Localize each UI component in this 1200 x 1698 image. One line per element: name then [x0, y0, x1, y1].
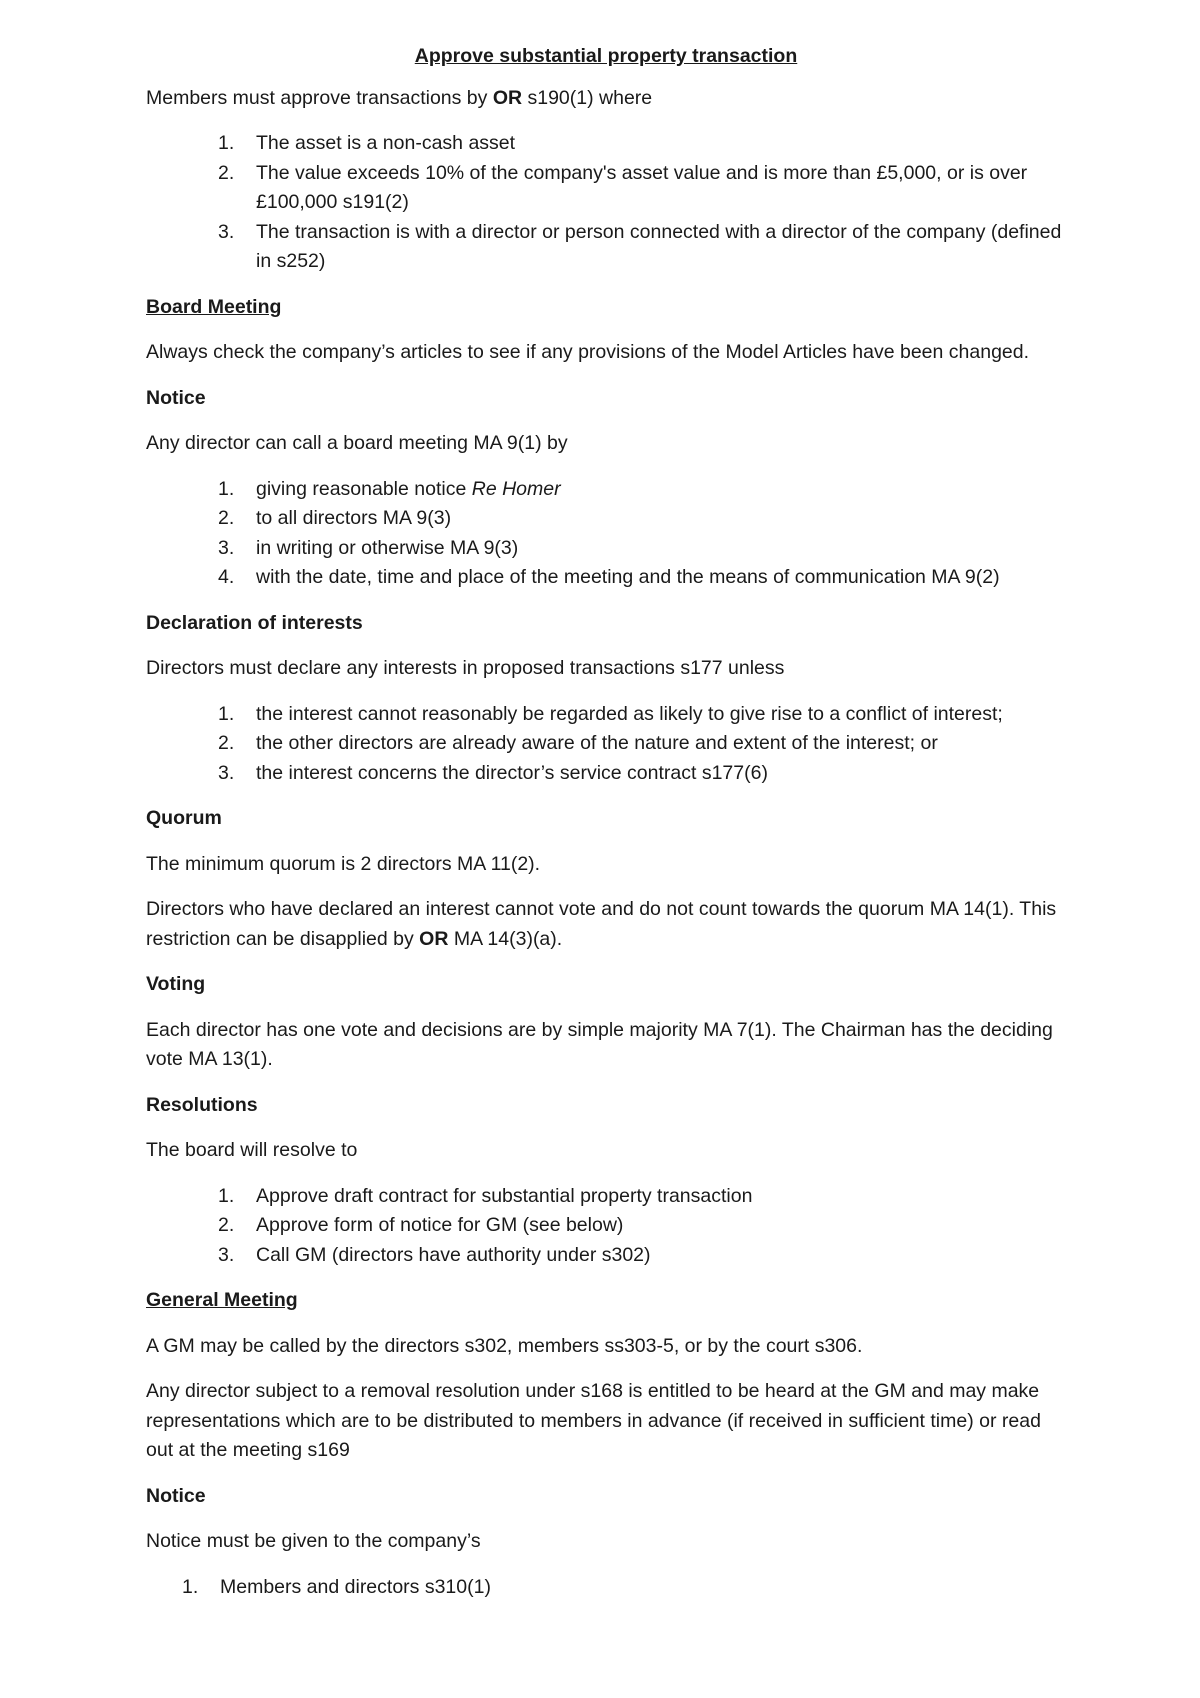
list-item: 3. The transaction is with a director or person connected with a director of the company (defined in s252) [218, 220, 1062, 272]
document-title: Approve substantial property transaction [414, 45, 798, 67]
gm-notice-paragraph: Notice must be given to the company’s [146, 1530, 481, 1552]
board-notice-paragraph: Any director can call a board meeting MA 9(1) by [146, 432, 568, 454]
gm-notice-list [146, 1573, 1066, 1603]
resolutions-paragraph: The board will resolve to [146, 1139, 358, 1161]
list-item: 3. in writing or otherwise MA 9(3) [218, 536, 519, 559]
list-item: 1. Members and directors s310(1) [182, 1575, 491, 1598]
quorum-paragraph-2: Directors who have declared an interest cannot vote and do not count towards the quorum MA 14(1). This restriction can be disapplied by OR MA 14(3)(a). [146, 898, 1057, 950]
gm-paragraph-1: A GM may be called by the directors s302, members ss303-5, or by the court s306. [146, 1334, 863, 1357]
intro-paragraph: Members must approve transactions by OR s190(1) where [146, 86, 653, 109]
gm-notice-heading: Notice [146, 1484, 206, 1507]
declaration-list [146, 700, 1066, 789]
resolutions-list [146, 1182, 1066, 1271]
list-item: 1. the interest cannot reasonably be regarded as likely to give rise to a conflict of interest; [218, 702, 1003, 725]
list-item: 1. The asset is a non-cash asset [218, 132, 516, 154]
list-item: 1. Approve draft contract for substantial property transaction [218, 1184, 753, 1207]
list-item: 2. The value exceeds 10% of the company's asset value and is more than £5,000, or is over £100,000 s191(2) [218, 161, 1028, 213]
declaration-paragraph: Directors must declare any interests in proposed transactions s177 unless [146, 657, 785, 679]
board-meeting-heading: Board Meeting [146, 295, 282, 318]
document-body [146, 42, 1066, 1602]
list-item: 2. Approve form of notice for GM (see below) [218, 1214, 624, 1236]
quorum-heading: Quorum [146, 807, 222, 829]
general-meeting-heading: General Meeting [146, 1289, 298, 1311]
quorum-paragraph: The minimum quorum is 2 directors MA 11(2). [146, 852, 541, 875]
list-item: 3. Call GM (directors have authority under s302) [218, 1243, 651, 1266]
voting-paragraph: Each director has one vote and decisions are by simple majority MA 7(1). The Chairman has the deciding vote MA 13(1). [146, 1018, 1053, 1070]
board-notice-heading: Notice [146, 386, 206, 409]
voting-heading: Voting [146, 973, 206, 995]
intro-list [146, 129, 1066, 277]
list-item: 3. the interest concerns the director’s service contract s177(6) [218, 761, 768, 784]
resolutions-heading: Resolutions [146, 1093, 258, 1116]
articles-paragraph: Always check the company’s articles to see if any provisions of the Model Articles have been changed. [146, 341, 1030, 363]
declaration-heading: Declaration of interests [146, 611, 363, 634]
list-item: 2. the other directors are already aware of the nature and extent of the interest; or [218, 732, 938, 754]
list-item: 2. to all directors MA 9(3) [218, 507, 452, 529]
list-item: 4. with the date, time and place of the meeting and the means of communication MA 9(2) [218, 566, 1000, 588]
list-item: 1. giving reasonable notice Re Homer [218, 477, 561, 500]
board-notice-list [146, 475, 1066, 593]
gm-paragraph-2: Any director subject to a removal resolution under s168 is entitled to be heard at the GM and may make representations which are to be distributed to members in advance (if received in sufficient time) or read out at the meeting s169 [146, 1380, 1041, 1461]
